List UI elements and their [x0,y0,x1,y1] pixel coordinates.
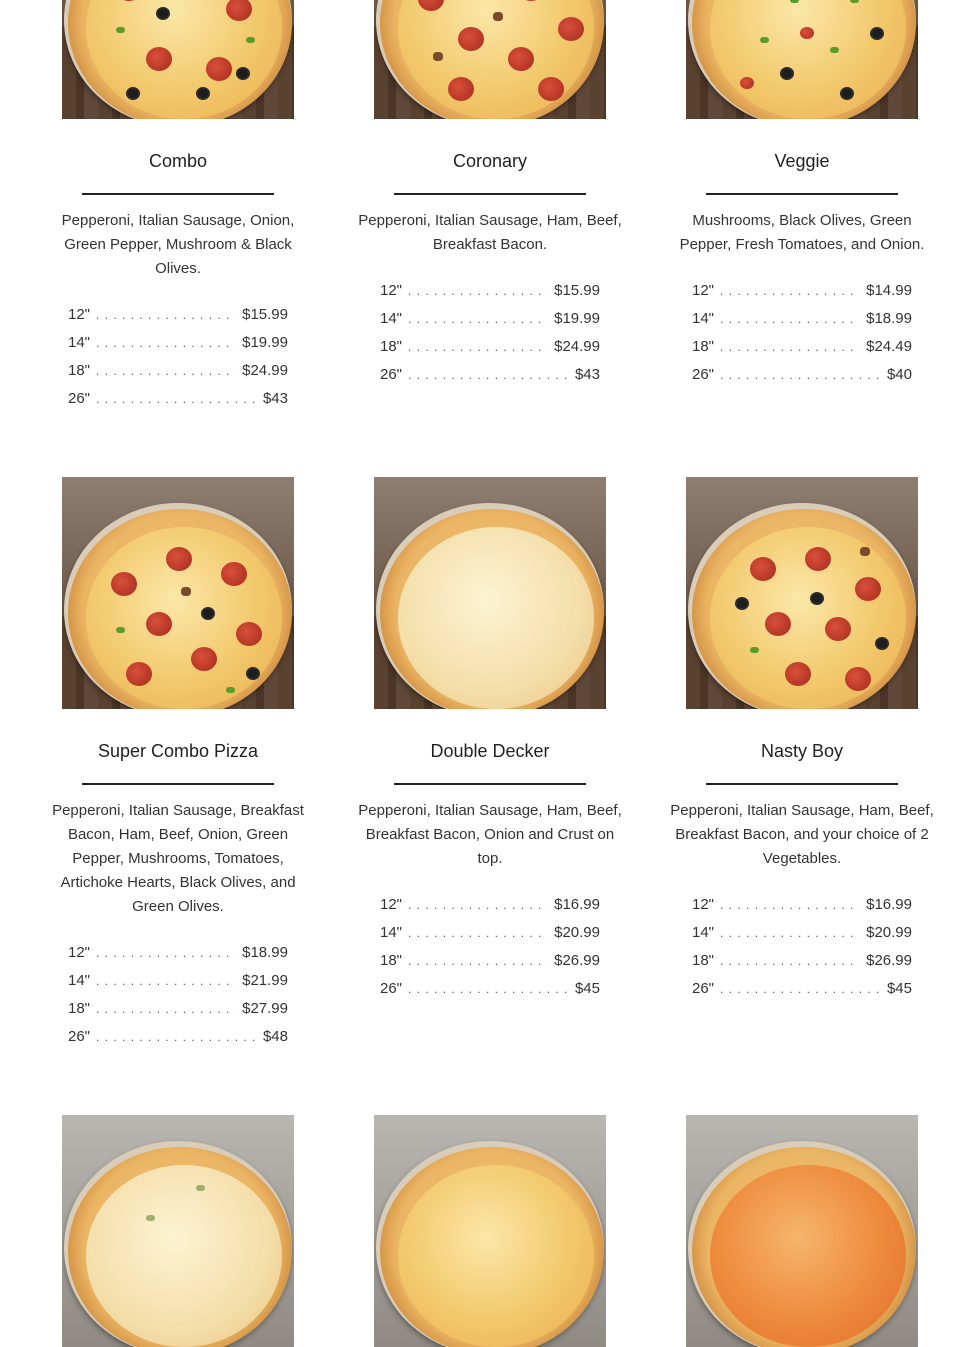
pizza-description: Mushrooms, Black Olives, Green Pepper, Fresh Tomatoes, and Onion. [679,212,925,253]
pizza-description: Pepperoni, Italian Sausage, Ham, Beef, Breakfast Bacon, Onion and Crust on top. [358,802,622,867]
size-label: 12" [692,896,715,913]
price-amount: $40 [886,366,912,383]
dot-leader [408,309,548,329]
size-label: 26" [68,1028,91,1045]
pizza-description: Pepperoni, Italian Sausage, Onion, Green Pepper, Mushroom & Black Olives. [61,212,295,277]
dot-leader [720,923,860,943]
menu-item-super-combo [52,477,304,1055]
price-list [692,281,912,393]
price-list [692,895,912,1007]
size-label: 14" [68,334,91,351]
divider [706,783,898,785]
dot-leader [96,943,236,963]
price-row [692,365,912,393]
price-row [68,1027,288,1055]
menu-item-nasty-boy [670,477,934,1007]
dot-leader [408,951,548,971]
pizza-double-decker-photo[interactable] [374,477,606,709]
price-amount: $19.99 [554,310,600,327]
size-label: 18" [692,338,715,355]
price-row [692,951,912,979]
price-row [68,305,288,333]
price-amount: $20.99 [866,924,912,941]
dot-leader [96,361,236,381]
menu-item-coronary [358,0,622,393]
size-label: 26" [692,980,715,997]
size-label: 18" [68,362,91,379]
menu-item-double-decker [358,477,622,1007]
size-label: 14" [692,310,715,327]
price-amount: $43 [574,366,600,383]
dot-leader [720,895,860,915]
size-label: 12" [68,306,91,323]
dot-leader [720,281,860,301]
size-label: 12" [380,896,403,913]
divider [394,783,586,785]
dot-leader [720,309,860,329]
price-amount: $16.99 [554,896,600,913]
price-amount: $16.99 [866,896,912,913]
dot-leader [408,281,548,301]
price-amount: $14.99 [866,282,912,299]
size-label: 14" [380,924,403,941]
price-amount: $45 [574,980,600,997]
price-row [380,923,600,951]
menu-item [62,1115,294,1347]
price-row [692,895,912,923]
price-amount: $18.99 [242,944,288,961]
menu-item-combo [62,0,294,417]
pizza-description: Pepperoni, Italian Sausage, Ham, Beef, Breakfast Bacon. [358,212,622,253]
price-amount: $21.99 [242,972,288,989]
menu-item-veggie [679,0,925,393]
pizza-photo[interactable] [686,1115,918,1347]
pizza-photo[interactable] [374,1115,606,1347]
pizza-description: Pepperoni, Italian Sausage, Breakfast Bacon, Ham, Beef, Onion, Green Pepper, Mushrooms, Tomatoes, Artichoke Hearts, Black Olives, and Green Olives. [52,802,304,915]
price-row [380,281,600,309]
dot-leader [408,365,569,385]
price-row [692,337,912,365]
price-list [68,305,288,417]
size-label: 12" [692,282,715,299]
price-row [380,365,600,393]
size-label: 12" [380,282,403,299]
menu-item [374,1115,606,1347]
size-label: 26" [692,366,715,383]
pizza-combo-photo[interactable] [62,0,294,119]
dot-leader [408,923,548,943]
price-amount: $26.99 [554,952,600,969]
price-row [68,943,288,971]
price-row [692,979,912,1007]
dot-leader [720,951,860,971]
price-amount: $24.49 [866,338,912,355]
dot-leader [720,979,881,999]
price-amount: $15.99 [554,282,600,299]
pizza-description: Pepperoni, Italian Sausage, Ham, Beef, Breakfast Bacon, and your choice of 2 Vegetables. [670,802,934,867]
price-amount: $43 [262,390,288,407]
price-row [68,389,288,417]
size-label: 18" [68,1000,91,1017]
price-row [68,333,288,361]
pizza-photo[interactable] [62,1115,294,1347]
price-row [68,999,288,1027]
pizza-veggie-photo[interactable] [686,0,918,119]
dot-leader [96,999,236,1019]
divider [82,783,274,785]
pizza-name: Nasty Boy [760,741,844,761]
size-label: 26" [68,390,91,407]
menu-item [686,1115,918,1347]
pizza-name: Veggie [774,151,830,171]
price-amount: $15.99 [242,306,288,323]
dot-leader [408,337,548,357]
pizza-super-combo-photo[interactable] [62,477,294,709]
dot-leader [96,389,257,409]
size-label: 14" [380,310,403,327]
dot-leader [96,333,236,353]
price-row [68,361,288,389]
dot-leader [96,971,236,991]
price-row [380,979,600,1007]
price-amount: $24.99 [554,338,600,355]
price-amount: $19.99 [242,334,288,351]
pizza-coronary-photo[interactable] [374,0,606,119]
dot-leader [408,895,548,915]
price-list [380,281,600,393]
dot-leader [720,365,881,385]
price-amount: $24.99 [242,362,288,379]
price-amount: $45 [886,980,912,997]
dot-leader [720,337,860,357]
size-label: 18" [380,952,403,969]
dot-leader [408,979,569,999]
price-row [380,895,600,923]
divider [394,193,586,195]
pizza-name: Super Combo Pizza [97,741,259,761]
price-row [692,923,912,951]
price-row [380,309,600,337]
dot-leader [96,305,236,325]
pizza-name: Double Decker [430,741,550,761]
price-amount: $26.99 [866,952,912,969]
divider [82,193,274,195]
size-label: 26" [380,366,403,383]
price-list [68,943,288,1055]
size-label: 18" [380,338,403,355]
size-label: 14" [68,972,91,989]
price-row [380,337,600,365]
size-label: 14" [692,924,715,941]
price-row [380,951,600,979]
size-label: 26" [380,980,403,997]
price-amount: $48 [262,1028,288,1045]
price-row [692,281,912,309]
pizza-name: Coronary [452,151,528,171]
price-list [380,895,600,1007]
price-row [68,971,288,999]
size-label: 18" [692,952,715,969]
price-amount: $20.99 [554,924,600,941]
divider [706,193,898,195]
pizza-name: Combo [148,151,208,171]
dot-leader [96,1027,257,1047]
price-row [692,309,912,337]
pizza-nasty-boy-photo[interactable] [686,477,918,709]
price-amount: $18.99 [866,310,912,327]
size-label: 12" [68,944,91,961]
price-amount: $27.99 [242,1000,288,1017]
